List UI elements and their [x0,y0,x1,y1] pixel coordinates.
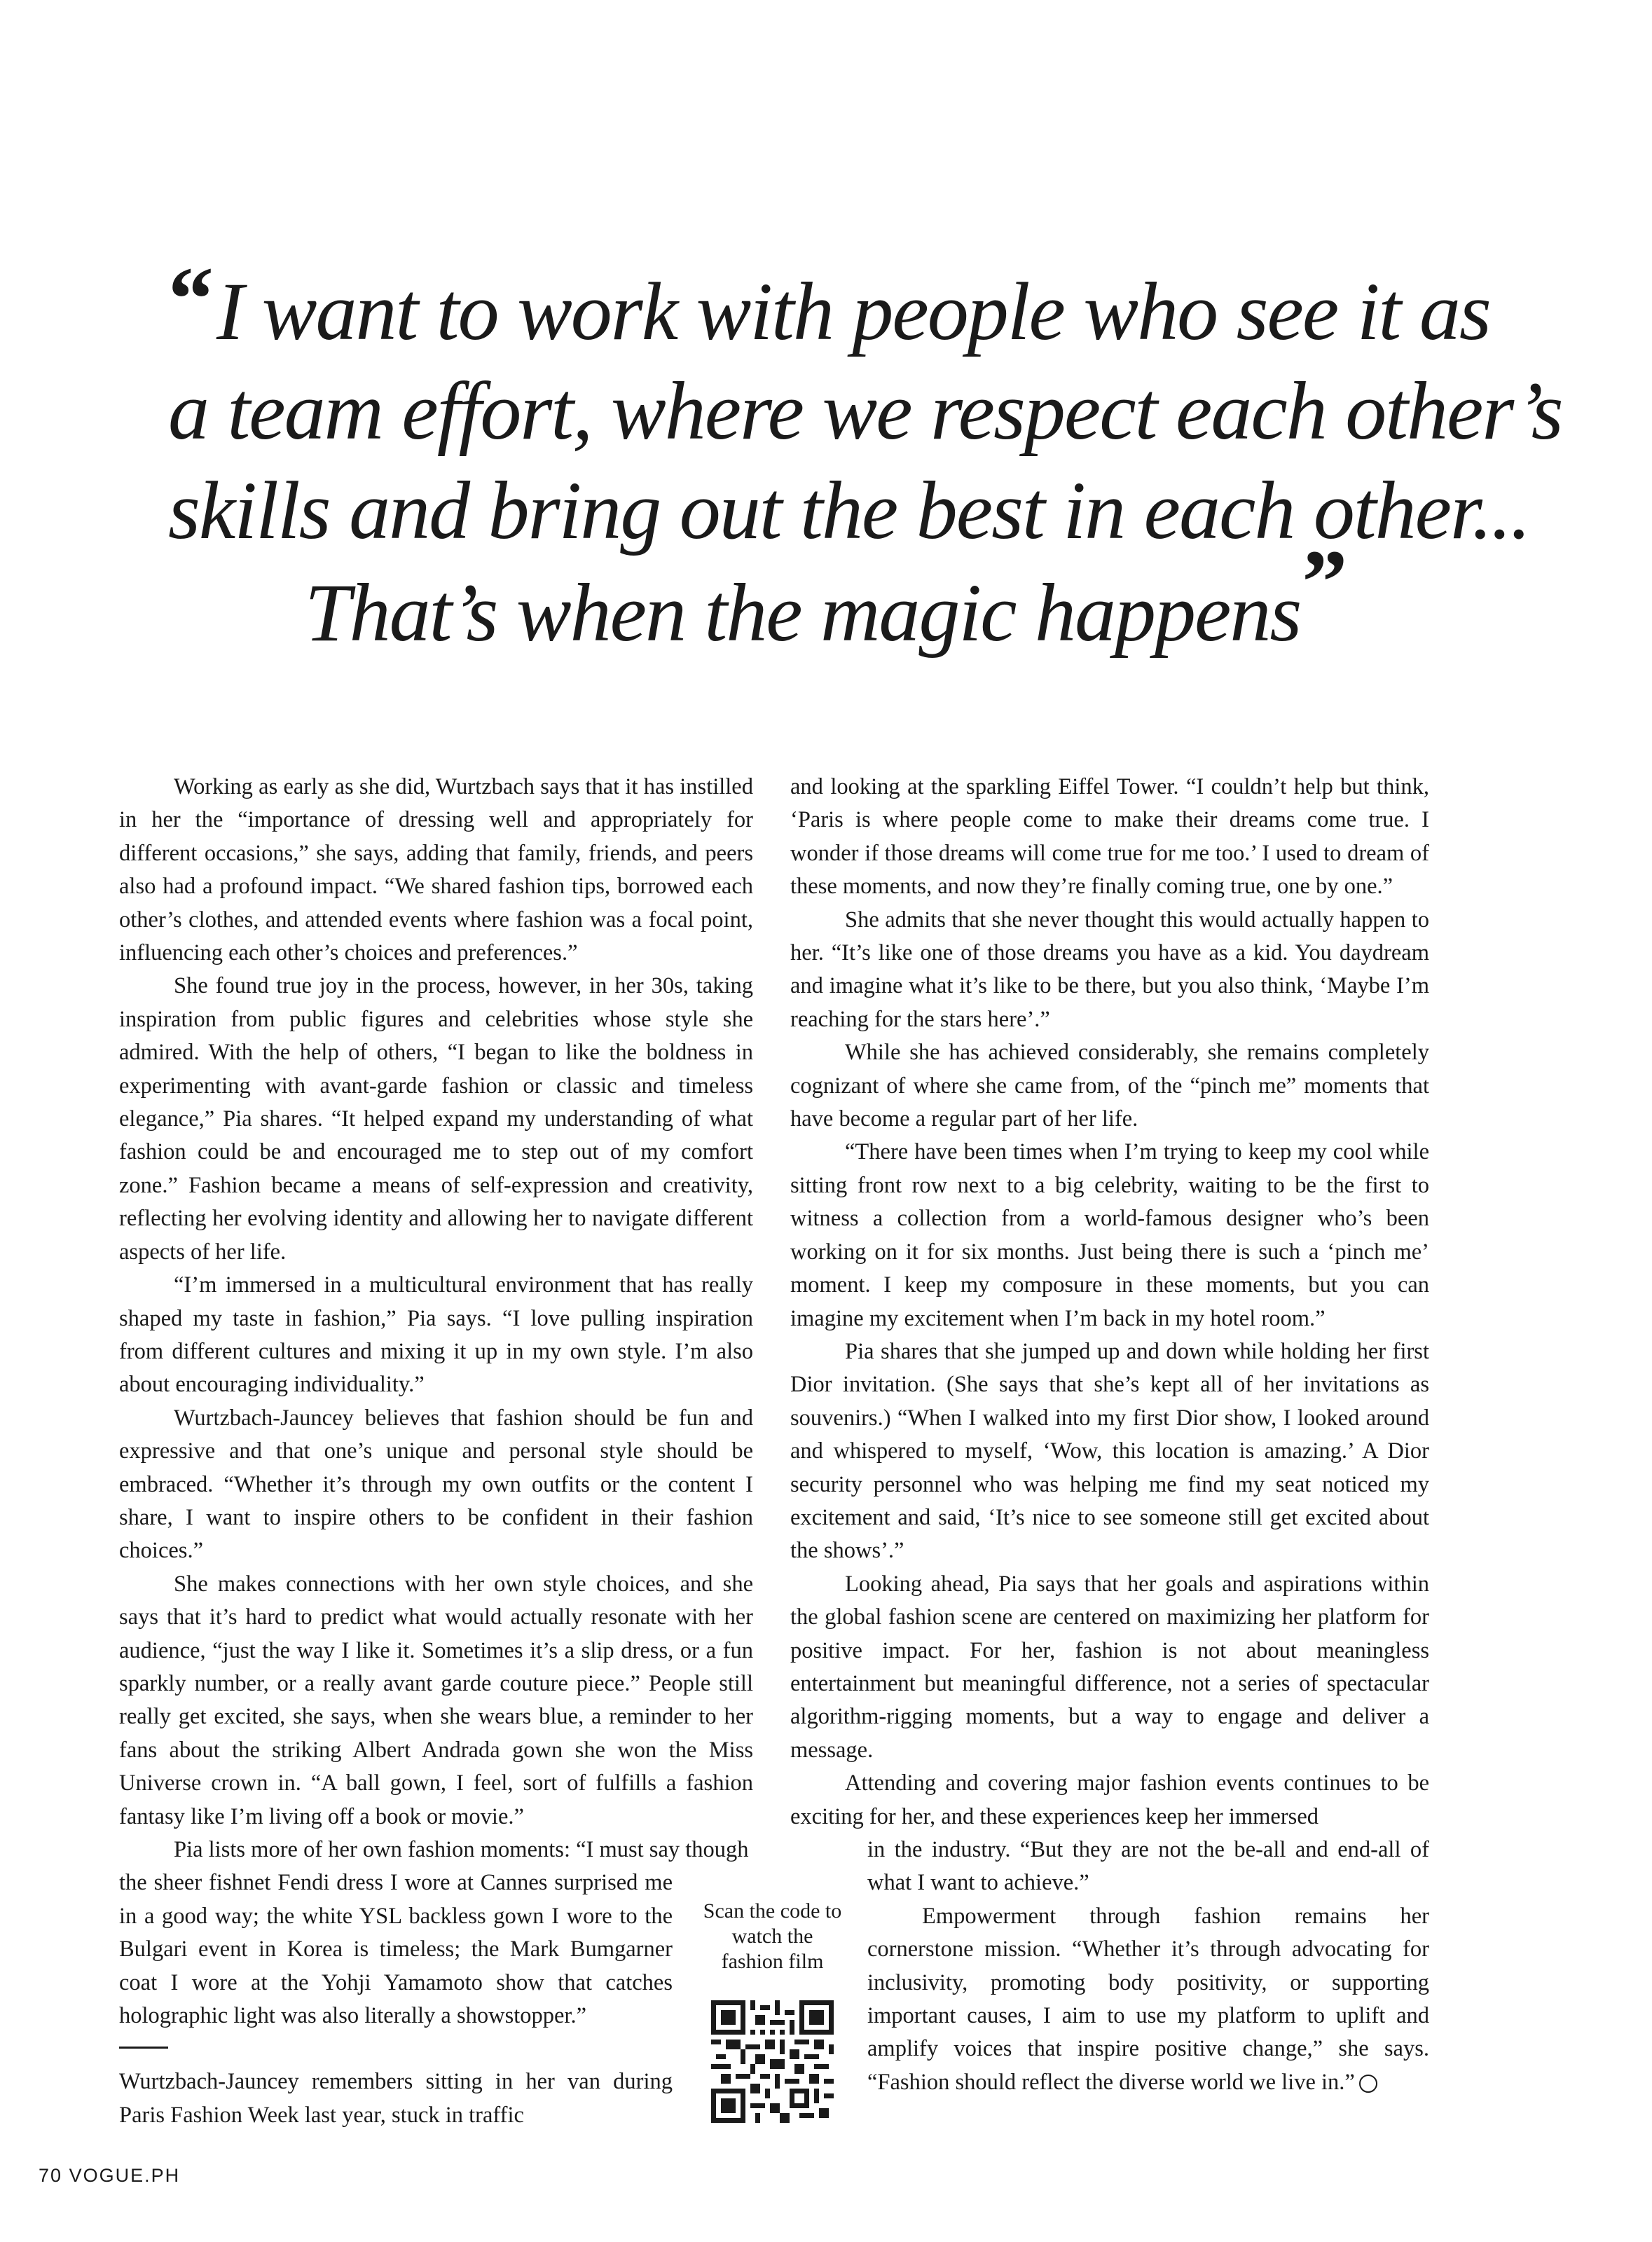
pull-quote [168,249,1562,663]
paragraph: “I’m immersed in a multicultural environment that has really shaped my taste in fashion,” Pia says. “I love pulling inspiration from different cultures and mixing it up in my own style. I’m also about encouraging individuality.” [119,1272,753,1398]
qr-code-icon[interactable] [711,2000,834,2123]
qr-caption: Scan the code to watch the fashion film [703,1899,842,1973]
open-quote-mark: “ [168,249,212,350]
publication-name: VOGUE.PH [69,2165,181,2186]
paragraph: Wurtzbach-Jauncey believes that fashion should be fun and expressive and that one’s unique and personal style should be embraced. “Whether it’s through my own outfits or the content I share, I want to inspire others to be confident in their fashion choices.” [119,1405,753,1564]
paragraph: Pia lists more of her own fashion moments: “I must say though [174,1837,749,1862]
paragraph: “There have been times when I’m trying to keep my cool while sitting front row next to a big celebrity, waiting to be the first to witness a collection from a world-famous designer who’s been working on it for six months. Just being there is such a ‘pinch me’ moment. I keep my composure in these moments, but you can imagine my excitement when I’m back in my hotel room.” [790,1139,1429,1331]
paragraph: the sheer fishnet Fendi dress I wore at Cannes surprised me in a good way; the white YSL backless gown I wore to the Bulgari event in Korea is timeless; the Mark Bumgarner coat I wore at the Yohji Yamamoto show that catches holographic light was also literally a showstopper.” [119,1870,673,2029]
paragraph: and looking at the sparkling Eiffel Tower. “I couldn’t help but think, ‘Paris is where people come to make their dreams come true. I wonder if those dreams will come true for me too.’ I used to dream of these moments, and now they’re finally coming true, one by one.” [790,774,1429,900]
paragraph: in the industry. “But they are not the be-all and end-all of what I want to achieve.” [867,1837,1429,1896]
narrow-text-block [119,1866,673,2132]
paragraph: Attending and covering major fashion events continues to be exciting for her, and these experiences keep her immersed [790,1770,1429,1829]
close-quote-mark: ” [1302,532,1347,633]
paragraph: She admits that she never thought this would actually happen to her. “It’s like one of those dreams you have as a kid. You daydream and imagine what it’s like to be there, but you also think, ‘Maybe I’m reaching for the stars here’.” [790,907,1429,1032]
end-mark-icon [1359,2075,1377,2093]
article-column-right [790,771,1429,2099]
section-rule [119,2047,168,2049]
paragraph: Wurtzbach-Jauncey remembers sitting in her van during Paris Fashion Week last year, stuck in traffic [119,2069,673,2128]
article-column-left [119,771,753,2132]
pull-quote-line [168,532,1401,663]
pull-quote-line: skills and bring out the best in each other... [168,465,1530,556]
paragraph: Working as early as she did, Wurtzbach says that it has instilled in her the “importance of dressing well and appropriately for different occasions,” she says, adding that family, friends, and peers also had a profound impact. “We shared fashion tips, borrowed each other’s clothes, and attended events where fashion was a focal point, influencing each other’s choices and preferences.” [119,774,753,966]
pull-quote-text: That’s when the magic happens [305,567,1301,659]
final-paragraph-text: Empowerment through fashion remains her cornerstone mission. “Whether it’s through advocating for inclusivity, promoting body positivity, or supporting important causes, I aim to use my platform to uplift and amplify voices that inspire positive change,” she says. “Fashion should reflect the diverse world we live in.” [867,1903,1429,2095]
final-paragraph [867,1900,1429,2099]
paragraph: While she has achieved considerably, she remains completely cognizant of where she came from, of the “pinch me” moments that have become a regular part of her life. [790,1040,1429,1132]
narrow-text-block [867,1834,1429,2099]
paragraph: She found true joy in the process, however, in her 30s, taking inspiration from public figures and celebrities whose style she admired. With the help of others, “I began to like the boldness in experimenting with avant-garde fashion or classic and timeless elegance,” Pia shares. “It helped expand my understanding of what fashion could be and encouraged me to step out of my comfort zone.” Fashion became a means of self-expression and creativity, reflecting her evolving identity and allowing her to navigate different aspects of her life. [119,973,753,1265]
paragraph: Looking ahead, Pia says that her goals and aspirations within the global fashion scene are centered on maximizing her platform for positive impact. For her, fashion is not about meaningless entertainment but meaningful difference, not a series of spectacular algorithm-rigging moments, but a way to engage and deliver a message. [790,1571,1429,1763]
paragraph: Pia shares that she jumped up and down while holding her first Dior invitation. (She says that she’s kept all of her invitations as souvenirs.) “When I walked into my first Dior show, I looked around and whispered to myself, ‘Wow, this location is amazing.’ A Dior security personnel who was helping me find my seat noticed my excitement and said, ‘It’s nice to see someone still get excited about the shows’.” [790,1338,1429,1564]
pull-quote-line: a team effort, where we respect each other’s [168,365,1562,457]
paragraph: She makes connections with her own style choices, and she says that it’s hard to predict what would actually resonate with her audience, “just the way I like it. Sometimes it’s a slip dress, or a fun sparkly number, or a really avant garde couture piece.” People still really get excited, she says, when she wears blue, a reminder to her fans about the striking Albert Andrada gown she won the Miss Universe crown in. “A ball gown, I feel, sort of fulfills a fashion fantasy like I’m living off a book or movie.” [119,1571,753,1829]
pull-quote-text: I want to work with people who see it as [216,266,1490,357]
page-folio [39,2165,180,2187]
pull-quote-line [168,249,1490,362]
page-number: 70 [39,2165,63,2186]
